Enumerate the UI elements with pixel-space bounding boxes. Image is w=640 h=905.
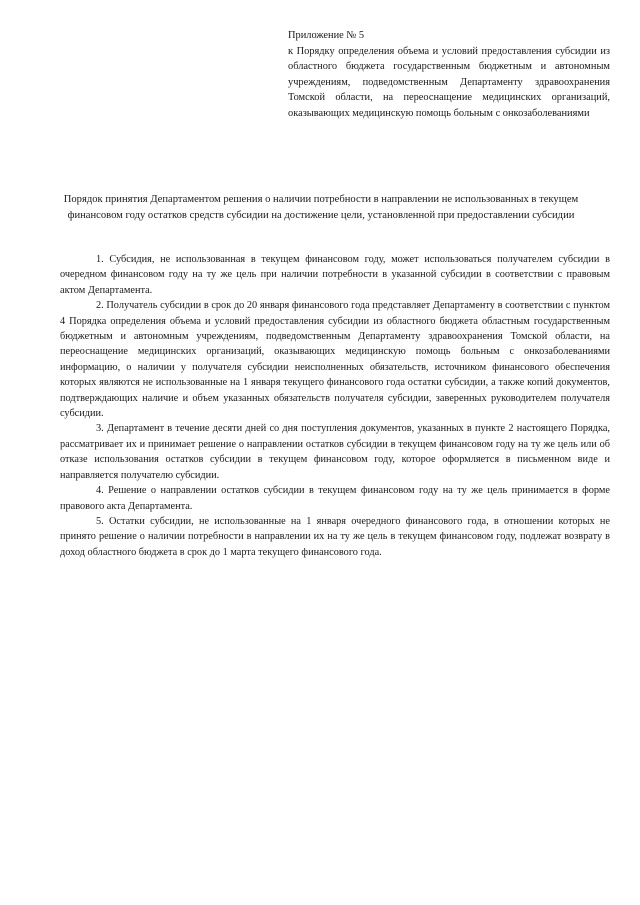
appendix-reference: к Порядку определения объема и условий предоставления субсидии из областного бюджета государственным бюджетным и автономным учреждениям, подведомственным Департаменту здравоохранения Томской области, на переоснащение медицинских организаций, оказывающих медицинскую помощь больным с онкозаболеваниями bbox=[288, 45, 610, 119]
paragraph-3: 3. Департамент в течение десяти дней со дня поступления документов, указанных в пункте 2 настоящего Порядка, рассматривает их и принимает решение о направлении остатков субсидии в текущем финансовом году на ту же цель или об отказе использования остатков субсидии в текущем финансовом году, которое оформляется в письменном виде и направляется получателю субсидии. bbox=[60, 423, 610, 481]
paragraph-1: 1. Субсидия, не использованная в текущем финансовом году, может использоваться получателем субсидии в очередном финансовом году на ту же цель при наличии потребности в указанной субсидии в соответствии с правовым актом Департамента. bbox=[60, 254, 610, 296]
paragraph-4: 4. Решение о направлении остатков субсидии в текущем финансовом году на ту же цель принимается в форме правового акта Департамента. bbox=[60, 485, 610, 512]
appendix-block bbox=[288, 28, 610, 121]
paragraph-2: 2. Получатель субсидии в срок до 20 января финансового года представляет Департаменту в соответствии с пунктом 4 Порядка определения объема и условий предоставления субсидии из областного бюджета областным государственным бюджетным и автономным учреждениям, подведомственным Департаменту здравоохранения Томской области, на переоснащение медицинских организаций, оказывающих медицинскую помощь больным с онкозаболеваниями информацию, о наличии у получателя субсидии неисполненных обязательств, источником финансового обеспечения которых являются не использованные на 1 января текущего финансового года остатки субсидии, а также копий документов, подтверждающих наличие и объем указанных обязательств получателя субсидии, заверенных руководителем получателя субсидии. bbox=[60, 300, 610, 420]
paragraph-5: 5. Остатки субсидии, не использованные на 1 января очередного финансового года, в отношении которых не принято решение о наличии потребности в направлении их на ту же цель в текущем финансовом году, подлежат возврату в доход областного бюджета в срок до 1 марта текущего финансового года. bbox=[60, 515, 610, 558]
appendix-title: Приложение № 5 bbox=[288, 30, 365, 41]
document-heading: Порядок принятия Департаментом решения о наличии потребности в направлении не использованных в текущем финансовом году остатков средств субсидии на достижение цели, установленной при предоставлении субсидии bbox=[63, 194, 579, 221]
document-body bbox=[60, 252, 610, 560]
